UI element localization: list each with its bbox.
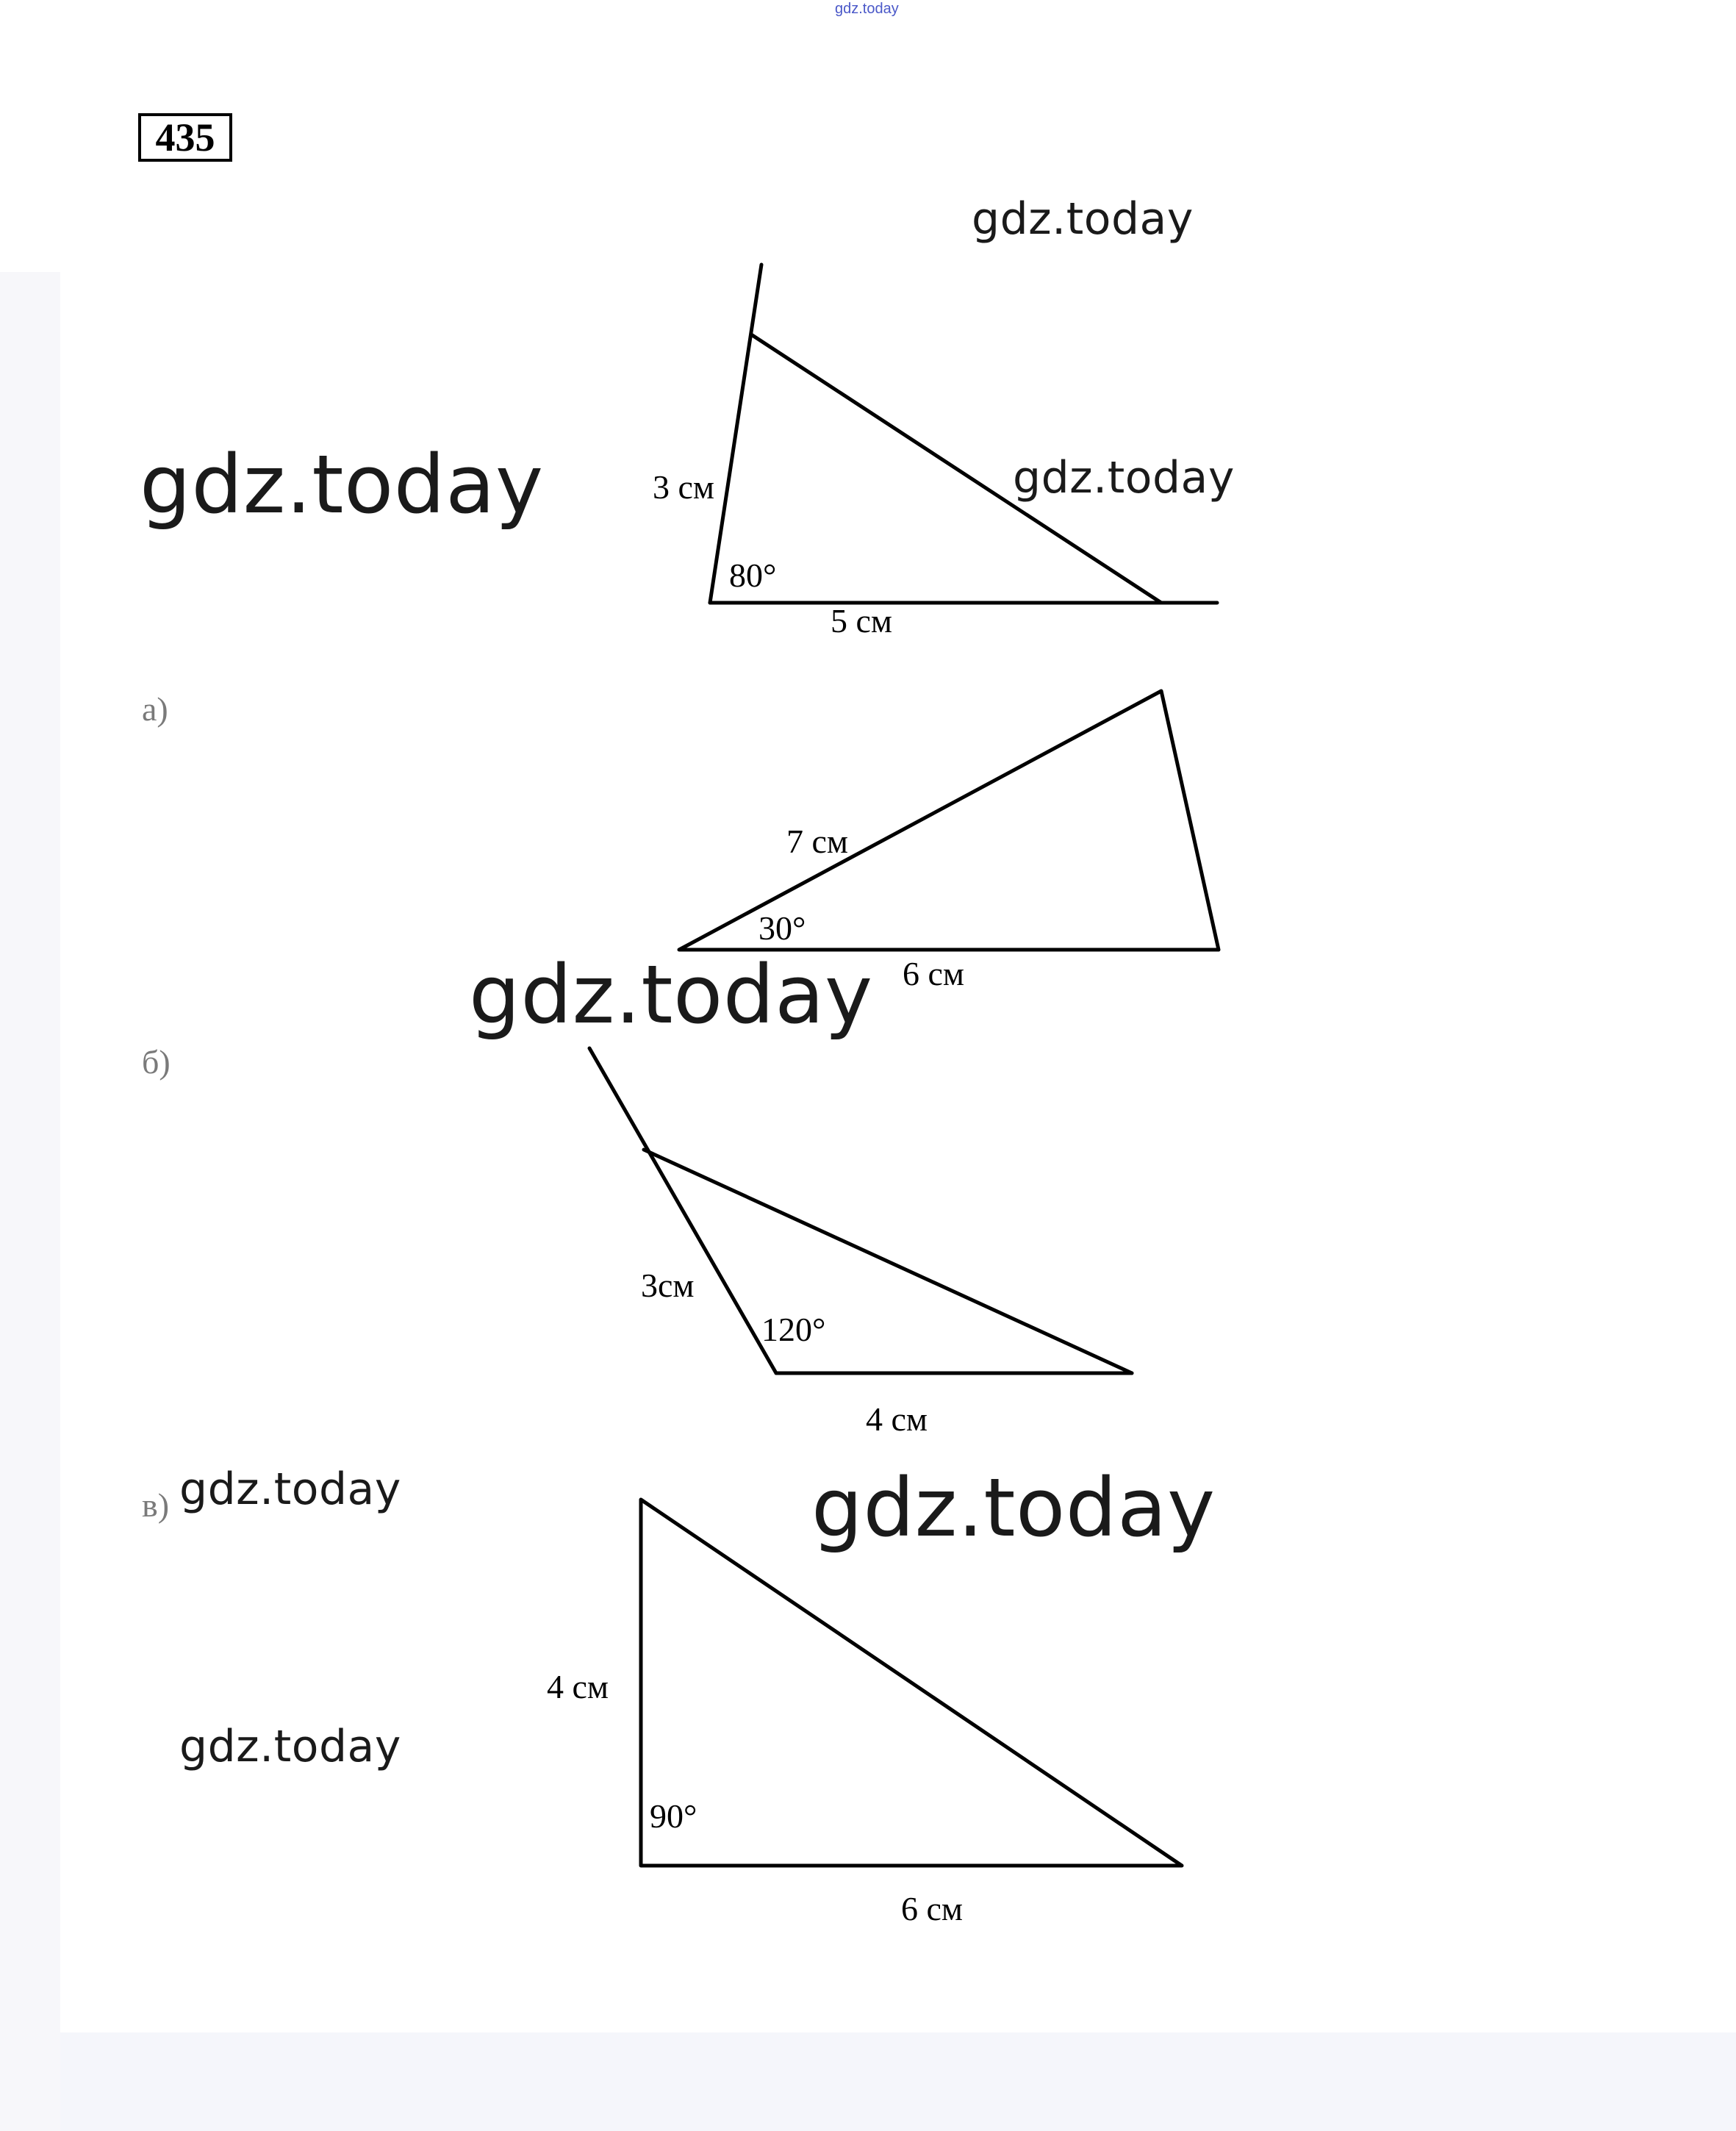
watermark-4: gdz.today [469,948,873,1042]
triangle-b-side-label: 3см [641,1267,695,1304]
intro-triangle [710,265,1217,603]
triangle-a-angle-label: 30° [758,909,806,947]
intro-side-left-label: 3 см [653,468,715,506]
part-label-c: в) [142,1486,170,1524]
triangle-c-angle-label: 90° [650,1797,697,1835]
triangle-a-side-label: 7 см [786,823,849,860]
watermark-3: gdz.today [1013,452,1235,504]
intro-base-label: 5 см [831,602,893,640]
part-label-a: а) [142,690,168,728]
watermark-7: gdz.today [179,1721,401,1772]
intro-left-side-extended [710,265,761,603]
triangle-c-side-label: 4 см [547,1668,609,1705]
problem-number: 435 [138,113,232,162]
triangle-b-angle-label: 120° [761,1311,826,1348]
part-label-b: б) [142,1043,171,1081]
triangle-b [589,1048,1132,1373]
triangle-c-base-label: 6 см [901,1890,964,1927]
intro-angle-label: 80° [729,556,777,594]
triangle-b-left-side-extended [589,1048,776,1373]
top-watermark: gdz.today [835,1,899,17]
triangle-b-base-label: 4 см [866,1400,928,1438]
watermark-2: gdz.today [140,437,544,531]
watermark-6: gdz.today [811,1461,1216,1555]
watermark-1: gdz.today [972,193,1194,245]
triangle-b-long-side [644,1150,1132,1373]
triangle-a-base-label: 6 см [903,955,965,992]
watermark-5: gdz.today [179,1464,401,1515]
